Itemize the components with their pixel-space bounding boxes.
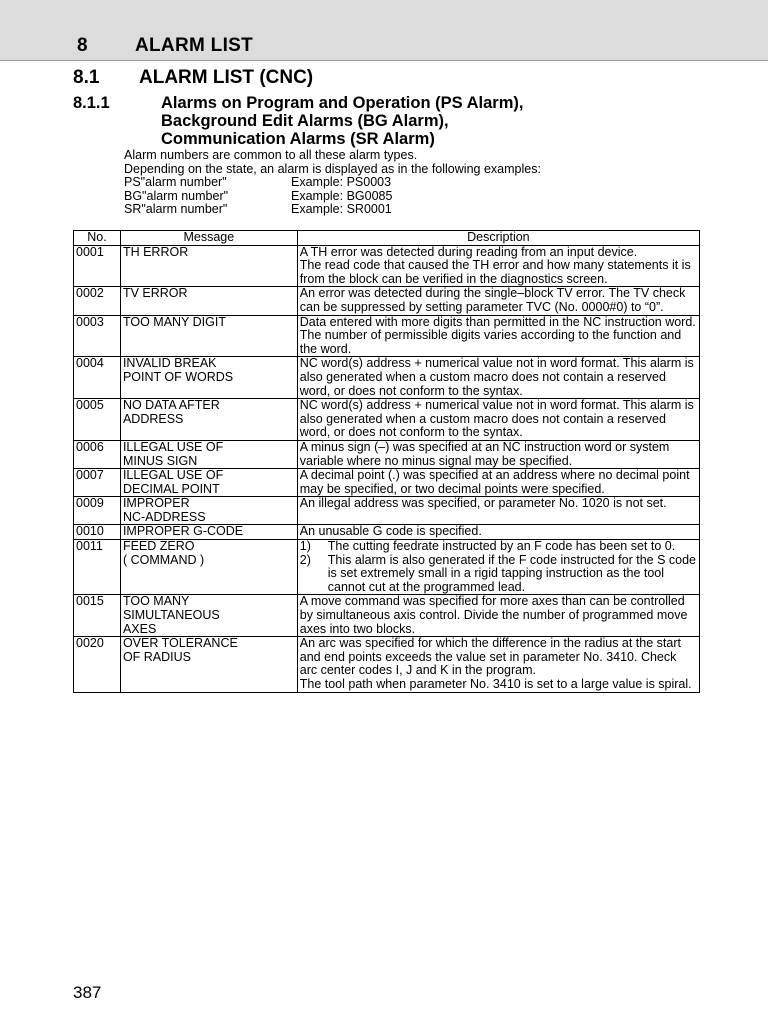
chapter-title — [77, 35, 253, 57]
table-row — [74, 469, 700, 497]
alarm-message — [120, 399, 297, 441]
description-paragraph: A move command was specified for more axes than can be controlled by simultaneous axis control. Divide the number of programmed move axes into two blocks. — [299, 594, 688, 636]
alarm-message-line: ( COMMAND ) — [122, 552, 205, 567]
header-no: No. — [74, 231, 121, 246]
alarm-number: 0007 — [74, 469, 121, 497]
subsection-title-line: Communication Alarms (SR Alarm) — [161, 130, 435, 148]
alarm-message — [120, 287, 297, 315]
table-row — [74, 497, 700, 525]
description-paragraph: An illegal address was specified, or parameter No. 1020 is not set. — [299, 496, 667, 511]
description-paragraph: An arc was specified for which the difference in the radius at the start and end points exceeds the value set in parameter No. 3410. Check arc center codes I, J and K in the program. — [299, 636, 681, 678]
alarm-description — [297, 540, 699, 595]
description-steps — [300, 540, 697, 594]
alarm-message-line: TV ERROR — [122, 286, 188, 301]
example-line — [124, 190, 700, 204]
subsection-number: 8.1.1 — [73, 94, 110, 112]
alarm-message-line: MINUS SIGN — [122, 453, 198, 468]
example-value: Example: BG0085 — [291, 188, 393, 203]
example-line — [124, 176, 700, 190]
alarm-message — [120, 469, 297, 497]
alarm-table-body — [74, 245, 700, 692]
description-paragraph: The number of permissible digits varies according to the function and the word. — [299, 328, 682, 356]
description-step — [300, 554, 697, 595]
alarm-message-line: TH ERROR — [122, 244, 189, 259]
example-line — [124, 203, 700, 217]
alarm-message — [120, 595, 297, 637]
alarm-description — [297, 357, 699, 399]
alarm-number: 0015 — [74, 595, 121, 637]
subsection-title-text — [161, 94, 721, 148]
alarm-number: 0020 — [74, 637, 121, 692]
subsection-title-line: Background Edit Alarms (BG Alarm), — [161, 112, 449, 130]
table-row — [74, 315, 700, 357]
alarm-message-line: FEED ZERO — [122, 539, 195, 554]
chapter-title-text: ALARM LIST — [135, 35, 254, 56]
description-paragraph: An unusable G code is specified. — [299, 524, 482, 539]
alarm-number: 0004 — [74, 357, 121, 399]
alarm-description — [297, 497, 699, 525]
intro-line: Alarm numbers are common to all these alarm types. — [124, 148, 418, 162]
table-row — [74, 287, 700, 315]
alarm-message — [120, 637, 297, 692]
table-row — [74, 245, 700, 287]
description-paragraph: A decimal point (.) was specified at an address where no decimal point may be specified, or two decimal points were specified. — [299, 468, 690, 496]
header-description: Description — [297, 231, 699, 246]
table-row — [74, 637, 700, 692]
description-paragraph: The read code that caused the TH error and how many statements it is from the block can be verified in the diagnostics screen. — [299, 258, 691, 286]
alarm-number: 0005 — [74, 399, 121, 441]
step-text: This alarm is also generated if the F code instructed for the S code is set extremely small in a rigid tapping instruction as the tool cannot cut at the programmed lead. — [327, 552, 696, 594]
alarm-message-line: NO DATA AFTER — [122, 398, 220, 413]
section-title — [73, 67, 313, 89]
alarm-message — [120, 357, 297, 399]
table-row — [74, 440, 700, 468]
alarm-description — [297, 315, 699, 357]
alarm-message-line: TOO MANY — [122, 594, 190, 609]
intro-line: Depending on the state, an alarm is displayed as in the following examples: — [124, 161, 541, 176]
alarm-number: 0001 — [74, 245, 121, 287]
alarm-message-line: ILLEGAL USE OF — [122, 468, 224, 483]
description-paragraph: Data entered with more digits than permitted in the NC instruction word. — [299, 314, 696, 329]
alarm-number: 0006 — [74, 440, 121, 468]
description-step — [300, 540, 697, 554]
description-paragraph: A minus sign (–) was specified at an NC instruction word or system variable where no minus signal may be specified. — [299, 439, 670, 468]
alarm-description — [297, 440, 699, 468]
alarm-description — [297, 637, 699, 692]
alarm-message-line: AXES — [122, 621, 157, 636]
step-marker: 1) — [299, 539, 311, 554]
alarm-message — [120, 440, 297, 468]
table-row — [74, 399, 700, 441]
alarm-number: 0003 — [74, 315, 121, 357]
table-row — [74, 357, 700, 399]
example-label: BG"alarm number" — [124, 188, 229, 203]
table-header-row — [74, 231, 700, 246]
alarm-message — [120, 497, 297, 525]
alarm-message — [120, 540, 297, 595]
alarm-description — [297, 287, 699, 315]
example-value: Example: SR0001 — [291, 202, 392, 216]
alarm-message-line: IMPROPER — [122, 496, 190, 511]
alarm-description — [297, 469, 699, 497]
example-label: PS"alarm number" — [124, 175, 227, 189]
subsection-title-line: Alarms on Program and Operation (PS Alarm), — [161, 94, 524, 112]
alarm-message-line: ADDRESS — [122, 411, 184, 426]
alarm-message-line: OVER TOLERANCE — [122, 636, 238, 651]
alarm-number: 0002 — [74, 287, 121, 315]
alarm-message-line: TOO MANY DIGIT — [122, 314, 226, 329]
alarm-description — [297, 595, 699, 637]
alarm-table — [73, 230, 700, 693]
page-number: 387 — [73, 983, 102, 1002]
example-value: Example: PS0003 — [291, 175, 392, 189]
description-paragraph: An error was detected during the single–block TV error. The TV check can be suppressed by setting parameter TVC (No. 0000#0) to “0”. — [299, 286, 686, 314]
alarm-message-line: DECIMAL POINT — [122, 481, 220, 496]
description-paragraph: NC word(s) address + numerical value not in word format. This alarm is also generated when a custom macro does not contain a reserved word, or does not conform to the syntax. — [299, 398, 694, 440]
table-row — [74, 540, 700, 595]
alarm-message-line: POINT OF WORDS — [122, 369, 234, 384]
alarm-description — [297, 525, 699, 540]
step-text: The cutting feedrate instructed by an F code has been set to 0. — [327, 539, 676, 554]
alarm-number: 0011 — [74, 540, 121, 595]
example-list — [124, 176, 700, 217]
alarm-description — [297, 245, 699, 287]
header-message: Message — [120, 231, 297, 246]
alarm-message-line: OF RADIUS — [122, 649, 192, 664]
table-row — [74, 525, 700, 540]
intro-text — [124, 149, 700, 217]
step-marker: 2) — [299, 552, 311, 567]
description-paragraph: NC word(s) address + numerical value not in word format. This alarm is also generated when a custom macro does not contain a reserved word, or does not conform to the syntax. — [299, 356, 694, 398]
alarm-description — [297, 399, 699, 441]
alarm-message — [120, 245, 297, 287]
alarm-message — [120, 315, 297, 357]
alarm-message-line: IMPROPER G-CODE — [122, 524, 244, 539]
alarm-message — [120, 525, 297, 540]
alarm-message-line: NC-ADDRESS — [122, 509, 206, 524]
section-number: 8.1 — [73, 67, 100, 88]
alarm-number: 0010 — [74, 525, 121, 540]
description-paragraph: The tool path when parameter No. 3410 is set to a large value is spiral. — [299, 677, 692, 691]
section-title-text: ALARM LIST (CNC) — [139, 67, 314, 88]
example-label: SR"alarm number" — [124, 202, 228, 216]
chapter-number: 8 — [77, 35, 88, 56]
alarm-message-line: ILLEGAL USE OF — [122, 439, 224, 454]
description-paragraph: A TH error was detected during reading from an input device. — [299, 244, 638, 259]
alarm-message-line: INVALID BREAK — [122, 356, 217, 371]
table-row — [74, 595, 700, 637]
alarm-message-line: SIMULTANEOUS — [122, 608, 220, 623]
alarm-number: 0009 — [74, 497, 121, 525]
